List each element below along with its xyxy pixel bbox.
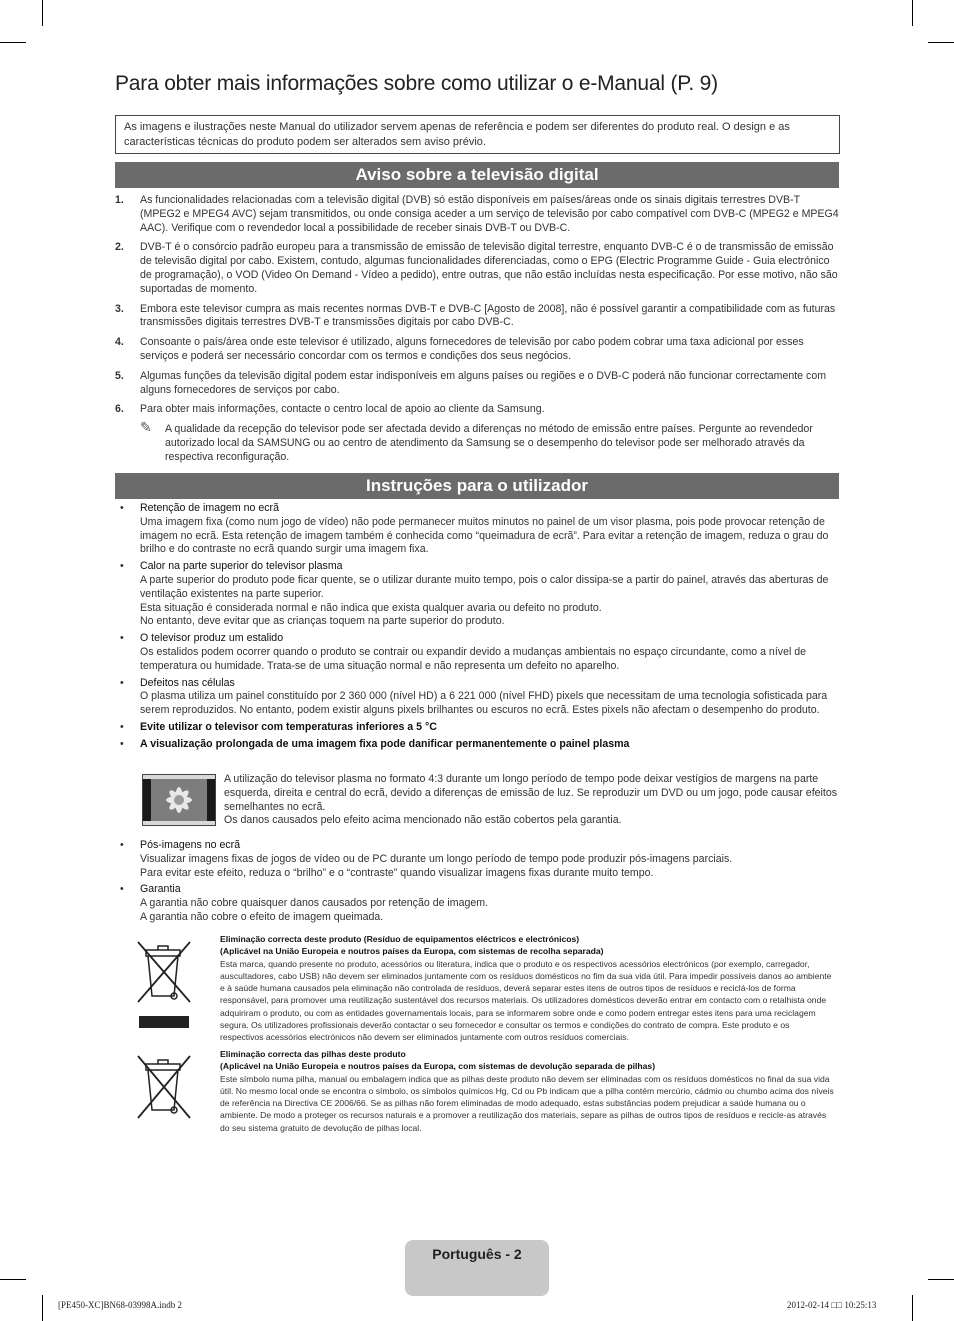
bullet-text: Para evitar este efeito, reduza o “brilho” e o “contraste” quando visualizar imagens fixas durante muito tempo. bbox=[140, 866, 654, 879]
item-number: 5. bbox=[115, 369, 124, 382]
print-file-info: [PE450-XC]BN68-03998A.indb 2 bbox=[58, 1300, 182, 1310]
bullet-mark: • bbox=[120, 737, 124, 750]
bullet-item bbox=[115, 677, 839, 718]
crop-mark bbox=[42, 1295, 43, 1321]
crop-mark bbox=[928, 42, 954, 43]
bullet-text: A garantia não cobre o efeito de imagem queimada. bbox=[140, 910, 384, 923]
bullet-text: A garantia não cobre quaisquer danos causados por retenção de imagem. bbox=[140, 897, 489, 910]
paragraph: Os danos causados pelo efeito acima mencionado não estão cobertos pela garantia. bbox=[224, 814, 622, 827]
bullet-heading: O televisor produz um estalido bbox=[140, 632, 284, 645]
list-item bbox=[115, 194, 839, 235]
bullet-list bbox=[115, 839, 839, 925]
list-item bbox=[115, 241, 839, 296]
paragraph: A utilização do televisor plasma no formato 4:3 durante um longo período de tempo pode deixar vestígios de margens na parte esquerda, direita e central do ecrã, devido a diferenças de emissão de luz. Se reproduzir um DVD ou um jogo, pode causar efeitos semelhantes no ecrã. bbox=[224, 773, 838, 813]
item-number: 2. bbox=[115, 241, 124, 254]
weee-title: Eliminação correcta deste produto (Resíduo de equipamentos eléctricos e electrónicos) bbox=[220, 934, 580, 944]
bullet-item bbox=[115, 883, 839, 924]
print-timestamp: 2012-02-14 □□ 10:25:13 bbox=[787, 1300, 877, 1310]
item-number: 3. bbox=[115, 302, 124, 315]
battery-subtitle: (Aplicável na União Europeia e noutros países da Europa, com sistemas de devolução separada de pilhas) bbox=[220, 1061, 656, 1072]
note-text: A qualidade da recepção do televisor pode ser afectada devido a diferenças no método de emissão entre países. Pergunte ao revendedor autorizado local da SAMSUNG ou ao centro de atendimento da Samsung se o desempenho do televisor pode ser melhorado através da respectiva reconfiguração. bbox=[165, 423, 813, 463]
bullet-item bbox=[115, 839, 839, 880]
bullet-item bbox=[115, 721, 839, 735]
reception-note bbox=[115, 419, 839, 464]
item-number: 6. bbox=[115, 403, 124, 416]
bullet-item bbox=[115, 738, 839, 752]
page-title: Para obter mais informações sobre como utilizar o e-Manual (P. 9) bbox=[115, 72, 718, 95]
battery-disposal bbox=[220, 1048, 835, 1134]
tv-side-bar-right bbox=[207, 779, 215, 821]
weee-subtitle: (Aplicável na União Europeia e noutros países da Europa, com sistemas de recolha separada) bbox=[220, 946, 604, 957]
tv-4-3-illustration bbox=[142, 774, 216, 826]
tv-side-bar-left bbox=[143, 779, 151, 821]
crop-mark bbox=[0, 1279, 26, 1280]
page-label: Português - 2 bbox=[432, 1246, 522, 1262]
item-number: 1. bbox=[115, 194, 124, 206]
bullet-text: No entanto, deve evitar que as crianças toquem na parte superior do produto. bbox=[140, 615, 505, 628]
bullet-heading: Calor na parte superior do televisor plasma bbox=[140, 560, 343, 573]
page-number-tab bbox=[405, 1240, 549, 1296]
bullet-mark: • bbox=[120, 883, 124, 896]
bullet-mark: • bbox=[120, 676, 124, 689]
list-item bbox=[115, 303, 839, 331]
item-text: Consoante o país/área onde este televisor é utilizado, alguns fornecedores de televisão por cabo podem cobrar uma taxa adicional por esses serviços e poderá ser necessário concordar com os termos e condições dos seus negócios. bbox=[140, 336, 804, 362]
bullet-heading: Evite utilizar o televisor com temperaturas inferiores a 5 °C bbox=[140, 720, 437, 733]
bullet-item bbox=[115, 560, 839, 629]
user-instructions-b bbox=[115, 839, 839, 928]
user-instructions-a bbox=[115, 502, 839, 755]
tv-screen-image bbox=[151, 779, 207, 821]
crop-mark bbox=[912, 1295, 913, 1321]
bullet-text: Esta situação é considerada normal e não indica que exista qualquer avaria ou defeito no produto. bbox=[140, 601, 602, 614]
bullet-mark: • bbox=[120, 839, 124, 851]
item-text: As funcionalidades relacionadas com a televisão digital (DVB) só estão disponíveis em países/áreas onde os sinais digitais terrestres DVB-T (MPEG2 e MPEG4 AVC) sejam transmitidos, ou onde consiga aceder a um serviço de televisão por cabo compatível com DVB-C (MPEG2 e MPEG4 AAC). Verifique com o revendedor local a possibilidade de receber sinais DVB-T ou DVB-C. bbox=[140, 194, 839, 234]
weee-product-disposal bbox=[220, 933, 835, 1044]
bullet-text: Os estalidos podem ocorrer quando o produto se contrair ou expandir devido a mudanças ambientais no espaço circundante, como a nível de temperatura ou humidade. Trata-se de uma situação normal e não representa um defeito no aparelho. bbox=[140, 645, 807, 672]
bullet-heading: Defeitos nas células bbox=[140, 676, 235, 689]
bullet-text: Visualizar imagens fixas de jogos de vídeo ou de PC durante um longo período de tempo pode produzir pós-imagens parciais. bbox=[140, 852, 733, 865]
bullet-item bbox=[115, 632, 839, 673]
disclaimer-box: As imagens e ilustrações neste Manual do utilizador servem apenas de referência e podem ser diferentes do produto real. O design e as características técnicas do produto podem ser alterados sem aviso prévio. bbox=[115, 115, 840, 154]
tv-4-3-warning bbox=[224, 773, 838, 828]
bullet-text: A parte superior do produto pode ficar quente, se o utilizar durante muito tempo, pois o calor dissipa-se a partir do painel, através das aberturas de ventilação existentes na parte superior. bbox=[140, 573, 829, 600]
bullet-item bbox=[115, 502, 839, 557]
item-text: Embora este televisor cumpra as mais recentes normas DVB-T e DVB-C [Agosto de 2008], não é possível garantir a compatibilidade com as futuras transmissões digitais terrestres DVB-T e transmissões digitais por cabo DVB-C. bbox=[140, 302, 836, 329]
numbered-list bbox=[115, 194, 839, 417]
bullet-list bbox=[115, 502, 839, 752]
battery-title: Eliminação correcta das pilhas deste produto bbox=[220, 1049, 406, 1059]
crossed-out-wheelie-bin-icon bbox=[134, 938, 194, 1030]
bullet-mark: • bbox=[120, 560, 124, 573]
list-item bbox=[115, 370, 839, 398]
list-item bbox=[115, 403, 839, 417]
bullet-heading: Pós-imagens no ecrã bbox=[140, 839, 241, 851]
digital-tv-notice bbox=[115, 194, 839, 465]
bullet-text: Uma imagem fixa (como num jogo de vídeo) não pode permanecer muitos minutos no painel de um visor plasma, pois pode provocar retenção de imagem no ecrã. Esta retenção de imagem também é conhecida como “queimadura de ecrã”. Para evitar a retenção de imagem, reduza o grau do brilho e do contraste no ecrã quando surgir uma imagem fixa. bbox=[140, 515, 829, 556]
crossed-out-battery-bin-icon bbox=[134, 1052, 194, 1124]
crop-mark bbox=[928, 1279, 954, 1280]
bullet-heading: Garantia bbox=[140, 883, 181, 896]
battery-body: Este símbolo numa pilha, manual ou embalagem indica que as pilhas deste produto não devem ser eliminadas com os resíduos domésticos no final da sua vida útil. No mesmo local onde se encontra o símbolo, os símbolos químicos Hg, Cd ou Pb indicam que a pilha contém mercúrio, cádmio ou chumbo acima dos níveis de referência na Directiva CE 2006/66. Se as pilhas não forem eliminadas de modo adequado, estas substâncias podem prejudicar a saúde humana ou o ambiente. De modo a proteger os recursos naturais e a promover a reutilização dos materiais, separe as pilhas de outros tipos de resíduos e recicle-as através do seu sistema gratuito de devolução de pilhas local. bbox=[220, 1073, 834, 1133]
pencil-note-icon: ✎ bbox=[140, 419, 152, 436]
section-heading-user-instructions: Instruções para o utilizador bbox=[115, 473, 839, 499]
item-number: 4. bbox=[115, 336, 124, 349]
bullet-heading: A visualização prolongada de uma imagem fixa pode danificar permanentemente o painel plasma bbox=[140, 737, 630, 750]
item-text: DVB-T é o consórcio padrão europeu para a transmissão de emissão de televisão digital terrestre, enquanto DVB-C é o de transmissão de emissão de televisão digital por cabo. Existem, contudo, algumas funcionalidades diferenciadas, como o EPG (Electric Programme Guide - Guia electrónico de programação), o VOD (Video On Demand - Vídeo a pedido), entre outras, que não estão incluídas nesta especificação. Por esse motivo, não são suportadas de momento. bbox=[140, 241, 838, 295]
bullet-heading: Retenção de imagem no ecrã bbox=[140, 502, 279, 514]
item-text: Algumas funções da televisão digital podem estar indisponíveis em alguns países ou regiões e o DVB-C poderá não funcionar correctamente com alguns fornecedores de serviços por cabo. bbox=[140, 369, 827, 396]
item-text: Para obter mais informações, contacte o centro local de apoio ao cliente da Samsung. bbox=[140, 403, 545, 416]
crop-mark bbox=[912, 0, 913, 26]
bullet-mark: • bbox=[120, 502, 124, 514]
crop-mark bbox=[42, 0, 43, 26]
section-heading-digital-tv: Aviso sobre a televisão digital bbox=[115, 162, 839, 188]
weee-body: Esta marca, quando presente no produto, acessórios ou literatura, indica que o produto e os respectivos acessórios electrónicos (por exemplo, carregador, auscultadores, cabo USB) não devem ser eliminados juntamente com os resíduos domésticos no fim da sua vida útil. Para impedir possíveis danos ao ambiente e à saúde humana causados pela eliminação não controlada de resíduos, deverá separar estes itens de outros tipos de resíduos e reciclá-los de forma responsável, para promover uma reutilização sustentável dos recursos materiais. Os utilizadores domésticos deverão entrar em contacto com o retalhista onde adquiriram o produto, ou com as entidades governamentais locais, para se informarem sobre onde e como podem entregar estes itens para uma reciclagem segura. Os utilizadores profissionais deverão contactar o seu fornecedor e consultar os termos e condições do contrato de compra. Este produto e os respectivos acessórios electrónicos não devem ser eliminados juntamente com outros resíduos comerciais. bbox=[220, 958, 832, 1043]
list-item bbox=[115, 336, 839, 364]
bullet-text: O plasma utiliza um painel constituído por 2 360 000 (nível HD) a 6 221 000 (nível FHD) pixels que necessitam de uma tecnologia sofisticada para serem reproduzidos. No entanto, podem existir alguns pixels brilhantes ou escuros no ecrã. Estes pixels não afectam o desempenho do produto. bbox=[140, 690, 828, 717]
bullet-mark: • bbox=[120, 720, 124, 733]
crop-mark bbox=[0, 42, 26, 43]
bullet-mark: • bbox=[120, 632, 124, 645]
